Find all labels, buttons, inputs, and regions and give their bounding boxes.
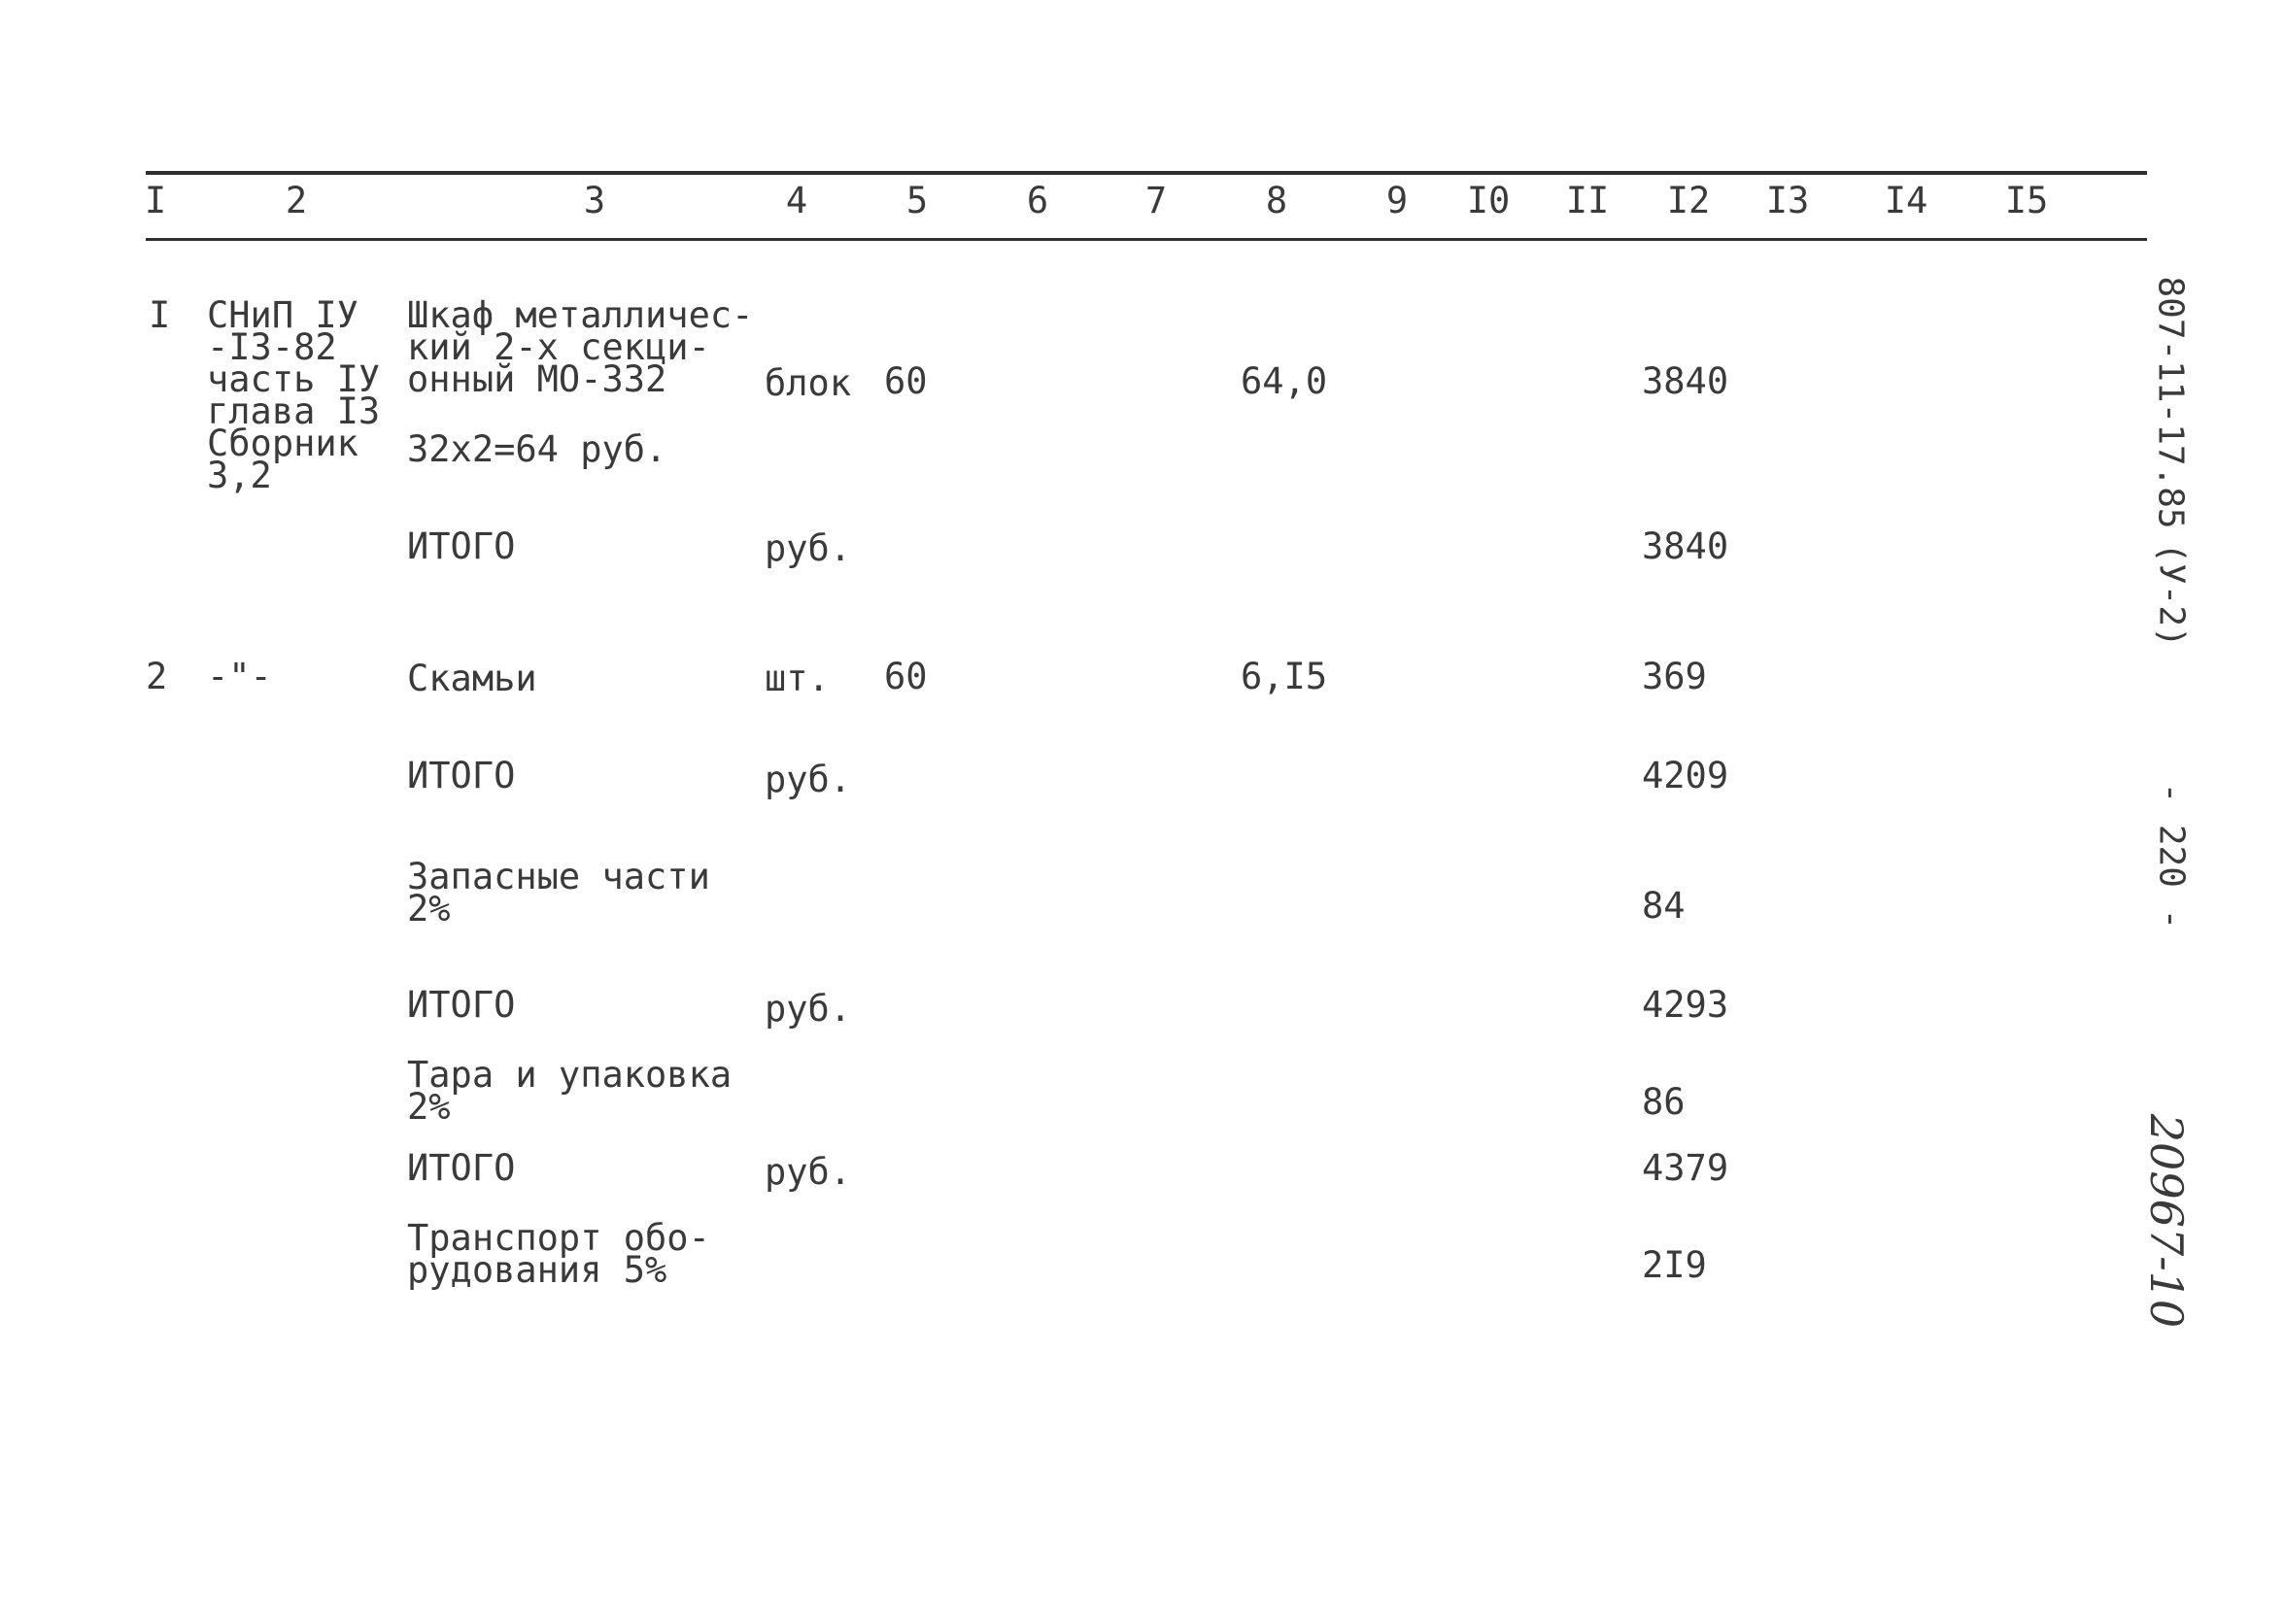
col-header-6: 6 <box>1026 180 1049 221</box>
unit: блок <box>765 362 852 404</box>
item-name: ИТОГО <box>407 755 516 796</box>
source-reference: СНиП IУ -I3-82 часть IУ глава I3 Сборник 3,2 <box>207 294 381 496</box>
row-number: I <box>149 294 171 336</box>
total: 4379 <box>1642 1147 1729 1189</box>
table-header-rule <box>146 238 2147 241</box>
total: 3840 <box>1642 360 1729 402</box>
total: 4209 <box>1642 755 1729 796</box>
total: 4293 <box>1642 984 1729 1026</box>
item-name: ИТОГО <box>407 984 516 1026</box>
total: 3840 <box>1642 525 1729 567</box>
row-number: 2 <box>146 656 168 697</box>
col-header-15: I5 <box>2004 180 2049 221</box>
unit: руб. <box>765 527 852 569</box>
table-top-rule <box>146 171 2147 175</box>
item-name: Запасные части 2% <box>407 856 710 930</box>
item-name: ИТОГО <box>407 1147 516 1189</box>
item-name: Транспорт обо- рудования 5% <box>407 1217 710 1291</box>
col-header-8: 8 <box>1265 180 1288 221</box>
item-name: ИТОГО <box>407 525 516 567</box>
total: 84 <box>1642 885 1686 927</box>
col-header-1: I <box>144 180 167 221</box>
quantity: 60 <box>884 360 928 402</box>
col-header-14: I4 <box>1884 180 1928 221</box>
total: 369 <box>1642 656 1707 697</box>
total: 2I9 <box>1642 1244 1707 1286</box>
col-header-4: 4 <box>785 180 808 221</box>
col-header-2: 2 <box>285 180 308 221</box>
col-header-7: 7 <box>1144 180 1168 221</box>
unit: руб. <box>765 759 852 800</box>
item-name: Скамьи <box>407 658 537 699</box>
item-name: Тара и упаковка 2% <box>407 1054 733 1128</box>
col-header-10: I0 <box>1466 180 1511 221</box>
unit: руб. <box>765 1151 852 1193</box>
quantity: 60 <box>884 656 928 697</box>
unit: руб. <box>765 988 852 1030</box>
page-number: - 220 - <box>2151 782 2192 930</box>
item-note: 32х2=64 руб. <box>407 428 667 470</box>
col-header-13: I3 <box>1765 180 1810 221</box>
document-code: 807-11-17.85 <box>2150 276 2191 529</box>
col-header-3: 3 <box>583 180 606 221</box>
unit-price: 6,I5 <box>1241 656 1328 697</box>
section-marker: (У-2) <box>2151 542 2192 648</box>
item-name: Шкаф металличес- кий 2-х секци- онный МО-332 <box>407 294 754 400</box>
col-header-9: 9 <box>1385 180 1409 221</box>
unit-price: 64,0 <box>1241 360 1328 402</box>
source-reference: -"- <box>207 656 272 697</box>
archive-number: 20967-10 <box>2140 1113 2193 1329</box>
unit: шт. <box>765 658 830 699</box>
col-header-12: I2 <box>1666 180 1711 221</box>
col-header-11: II <box>1565 180 1610 221</box>
col-header-5: 5 <box>905 180 929 221</box>
total: 86 <box>1642 1081 1686 1123</box>
